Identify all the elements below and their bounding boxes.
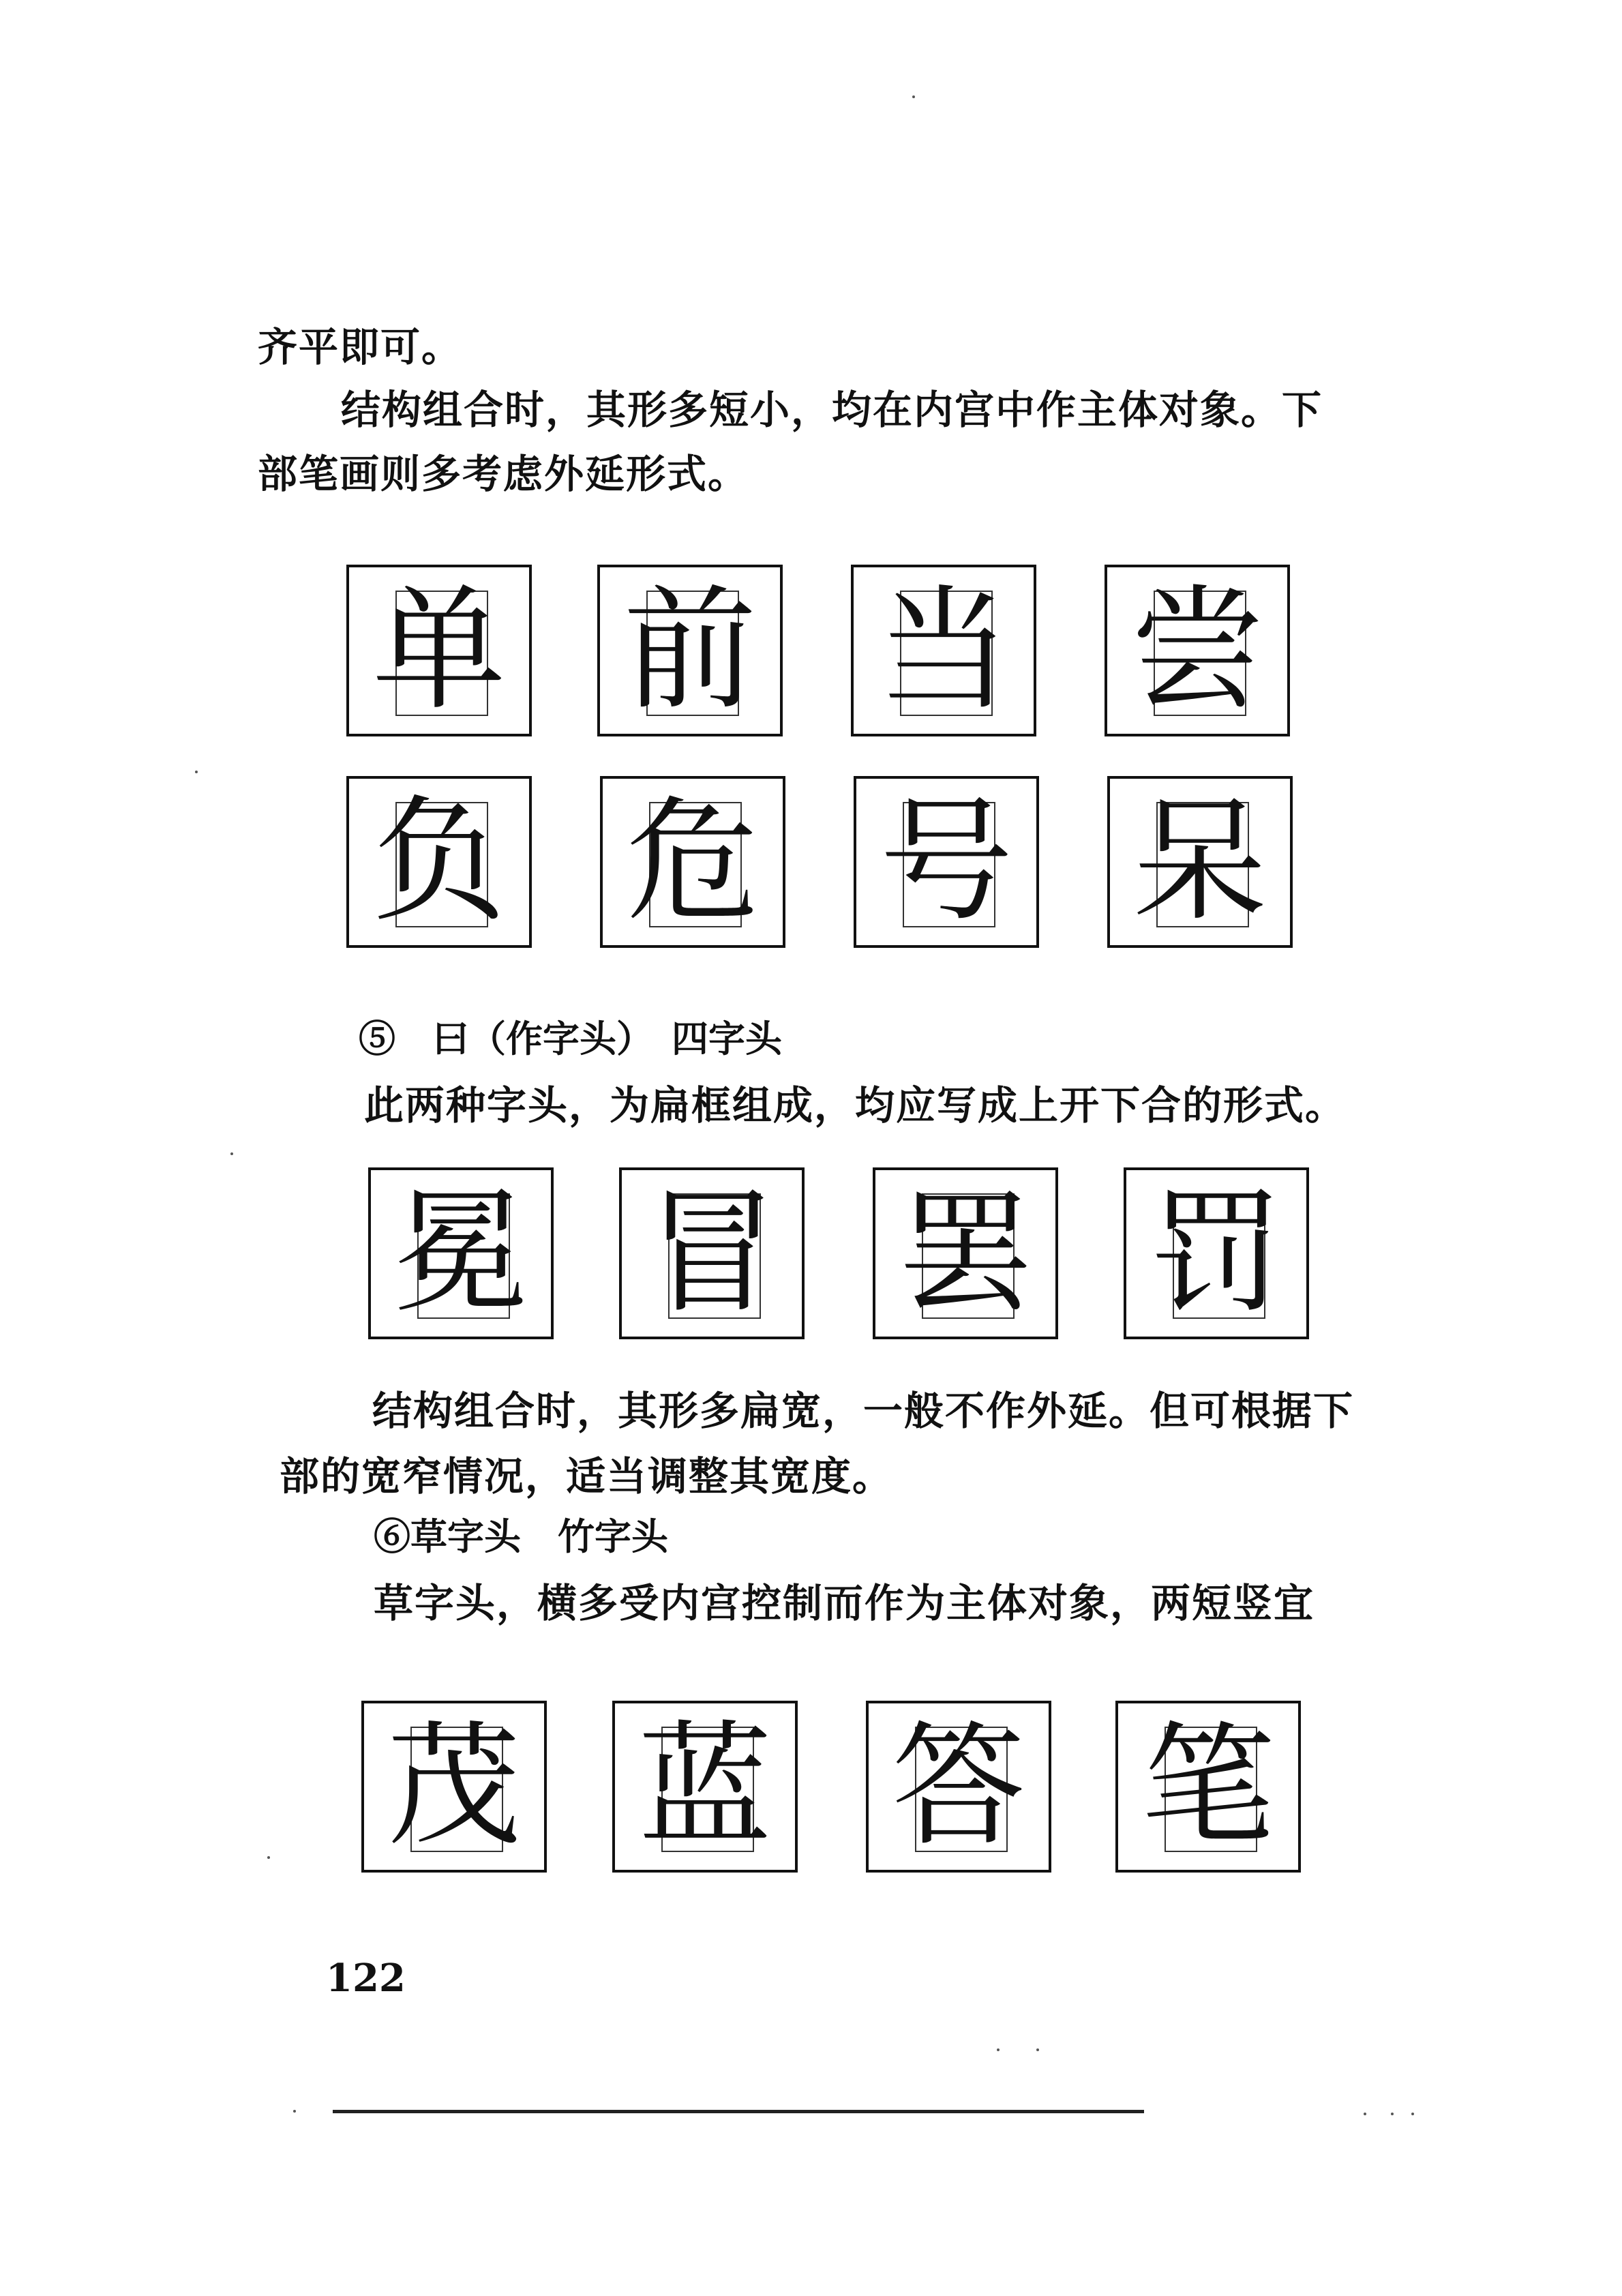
section-heading-6: ⑥草字头 竹字头 <box>374 1515 668 1558</box>
char-box <box>854 776 1039 948</box>
char-box <box>346 776 532 948</box>
character: 危 <box>625 784 760 940</box>
char-box <box>1105 565 1290 736</box>
char-box <box>1124 1167 1309 1339</box>
character: 答 <box>891 1709 1025 1864</box>
section-heading-5: ⑤ 曰（作字头） 四字头 <box>359 1017 782 1060</box>
text-line-p2-1: 结构组合时，其形多短小，均在内宫中作主体对象。下 <box>341 387 1323 433</box>
scan-speck <box>1411 2113 1414 2115</box>
char-box <box>597 565 783 736</box>
scan-speck <box>1364 2113 1366 2115</box>
character: 茂 <box>387 1709 521 1864</box>
char-box <box>1115 1701 1301 1873</box>
char-box <box>368 1167 554 1339</box>
char-box <box>346 565 532 736</box>
character: 尝 <box>1130 573 1264 728</box>
character: 前 <box>622 573 757 728</box>
scan-speck <box>1391 2113 1394 2115</box>
text-line-p4-2: 部的宽窄情况，适当调整其宽度。 <box>280 1453 894 1500</box>
text-line-p5: 草字头，横多受内宫控制而作为主体对象，两短竖宜 <box>374 1580 1315 1626</box>
char-box <box>612 1701 798 1873</box>
char-box <box>866 1701 1051 1873</box>
character: 蓝 <box>637 1709 772 1864</box>
page-number: 122 <box>326 1956 406 2001</box>
character: 单 <box>372 573 506 728</box>
char-box <box>619 1167 805 1339</box>
char-box <box>851 565 1036 736</box>
text-line-p1: 齐平即可。 <box>258 324 463 370</box>
scan-speck <box>195 771 198 773</box>
character: 负 <box>372 784 506 940</box>
char-box <box>600 776 785 948</box>
char-box <box>1107 776 1293 948</box>
character: 罚 <box>1149 1176 1283 1331</box>
text-line-p3: 此两种字头，为扁框组成，均应写成上开下合的形式。 <box>364 1082 1347 1129</box>
char-box <box>873 1167 1058 1339</box>
character: 冒 <box>644 1176 779 1331</box>
character: 冕 <box>393 1176 528 1331</box>
text-line-p2-2: 部笔画则多考虑外延形式。 <box>258 451 749 497</box>
character: 罢 <box>898 1176 1032 1331</box>
character: 号 <box>879 784 1013 940</box>
character: 笔 <box>1141 1709 1275 1864</box>
scan-speck <box>912 95 915 98</box>
character: 呆 <box>1132 784 1267 940</box>
bottom-scan-rule <box>333 2110 1144 2113</box>
text-line-p4-1: 结构组合时，其形多扁宽，一般不作外延。但可根据下 <box>372 1388 1355 1434</box>
scan-speck <box>267 1856 270 1859</box>
character: 当 <box>876 573 1010 728</box>
scan-speck <box>997 2048 1000 2051</box>
scan-speck <box>1036 2048 1039 2051</box>
scan-speck <box>293 2110 296 2113</box>
scan-speck <box>230 1152 233 1155</box>
char-box <box>361 1701 547 1873</box>
